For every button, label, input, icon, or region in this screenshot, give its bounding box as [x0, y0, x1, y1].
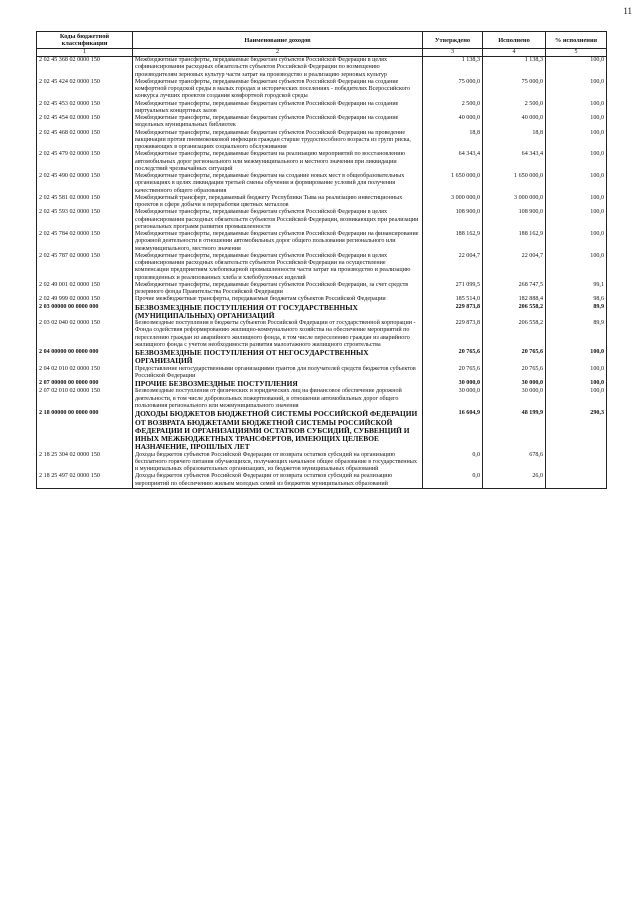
- page-number: 11: [623, 6, 632, 16]
- row-code: 2 07 00000 00 0000 000: [37, 380, 133, 388]
- row-name: Безвозмездные поступления в бюджеты субъектов Российской Федерации от государственной корпорации - Фонда содействия реформированию жилищно-коммунального хозяйства на обеспечение мероприятий по переселению граждан из аварийного жилищного фонда, в том числе переселению граждан из аварийного жилищного фонда с учетом необходимости развития малоэтажного жилищного строительства: [133, 320, 423, 349]
- row-executed: 108 900,0: [483, 209, 546, 231]
- row-code: 2 18 00000 00 0000 000: [37, 410, 133, 451]
- table-row: [37, 195, 607, 210]
- row-code: 2 04 02 010 02 0000 150: [37, 366, 133, 381]
- row-executed: 40 000,0: [483, 115, 546, 130]
- row-code: 2 02 45 368 02 0000 150: [37, 57, 133, 79]
- row-percent: 100,0: [546, 79, 607, 101]
- row-name: Межбюджетные трансферты, передаваемые бюджетам субъектов Российской Федерации на создание модельных муниципальных библиотек: [133, 115, 423, 130]
- table-row: [37, 388, 607, 410]
- row-approved: 30 000,0: [423, 388, 483, 410]
- row-name: Доходы бюджетов субъектов Российской Федерации от возврата остатков субсидий на реализацию мероприятий по обеспечению жильем молодых семей из бюджетов муниципальных образований: [133, 473, 423, 488]
- row-name: Предоставление негосударственными организациями грантов для получателей средств бюджетов субъектов Российской Федерации: [133, 366, 423, 381]
- row-approved: 18,8: [423, 130, 483, 152]
- row-executed: 48 199,9: [483, 410, 546, 451]
- table-row: [37, 209, 607, 231]
- header-approved: Утверждено: [423, 32, 483, 49]
- row-executed: 30 000,0: [483, 380, 546, 388]
- row-executed: 1 138,3: [483, 57, 546, 79]
- row-percent: 100,0: [546, 130, 607, 152]
- row-name: БЕЗВОЗМЕЗДНЫЕ ПОСТУПЛЕНИЯ ОТ ГОСУДАРСТВЕННЫХ (МУНИЦИПАЛЬНЫХ) ОРГАНИЗАЦИЙ: [133, 304, 423, 321]
- row-percent: 100,0: [546, 231, 607, 253]
- row-name: Межбюджетные трансферты, передаваемые бюджетам субъектов Российской Федерации в целях софинансирования расходных обязательств субъектов Российской Федерации, возникающих при реализации региональных программ развития промышленности: [133, 209, 423, 231]
- row-executed: 26,0: [483, 473, 546, 488]
- header-code: Коды бюджетной классификации: [37, 32, 133, 49]
- table-row: [37, 231, 607, 253]
- row-approved: 20 765,6: [423, 366, 483, 381]
- row-approved: 3 000 000,0: [423, 195, 483, 210]
- row-executed: 30 000,0: [483, 388, 546, 410]
- row-approved: 0,0: [423, 452, 483, 474]
- row-percent: 100,0: [546, 101, 607, 116]
- row-percent: 100,0: [546, 115, 607, 130]
- row-percent: 100,0: [546, 388, 607, 410]
- row-name: Межбюджетные трансферты, передаваемые бюджетам субъектов Российской Федерации в целях софинансирования расходных обязательств субъектов Российской Федерации по возмещению производителям зерновых культур части затрат на производство и реализацию зерновых культур: [133, 57, 423, 79]
- row-approved: 271 099,5: [423, 282, 483, 297]
- row-approved: 108 900,0: [423, 209, 483, 231]
- row-code: 2 02 49 001 02 0000 150: [37, 282, 133, 297]
- row-code: 2 02 45 479 02 0000 150: [37, 151, 133, 173]
- column-number: 1: [37, 49, 133, 57]
- row-approved: 1 138,3: [423, 57, 483, 79]
- table-row: [37, 253, 607, 282]
- row-code: 2 02 45 424 02 0000 150: [37, 79, 133, 101]
- row-code: 2 02 45 787 02 0000 150: [37, 253, 133, 282]
- row-name: Доходы бюджетов субъектов Российской Федерации от возврата остатков субсидий на организацию бесплатного горячего питания обучающихся, получающих начальное общее образование в государственных и муниципальных образовательных организациях, из бюджетов муниципальных образований: [133, 452, 423, 474]
- row-percent: 99,1: [546, 282, 607, 297]
- revenue-table: [36, 31, 607, 489]
- row-approved: 188 162,9: [423, 231, 483, 253]
- row-name: Межбюджетные трансферты, передаваемые бюджетам субъектов Российской Федерации на проведение вакцинации против пневмококковой инфекции граждан старше трудоспособного возраста из групп риска, проживающих в организациях социального обслуживания: [133, 130, 423, 152]
- row-approved: 64 343,4: [423, 151, 483, 173]
- row-approved: 75 000,0: [423, 79, 483, 101]
- row-percent: 290,3: [546, 410, 607, 451]
- row-approved: 40 000,0: [423, 115, 483, 130]
- row-code: 2 03 00000 00 0000 000: [37, 304, 133, 321]
- table-row: [37, 173, 607, 195]
- row-code: 2 18 25 304 02 0000 150: [37, 452, 133, 474]
- table-row: [37, 130, 607, 152]
- row-name: Межбюджетные трансферты, передаваемые бюджетам субъектов Российской Федерации на создание виртуальных концертных залов: [133, 101, 423, 116]
- row-executed: 2 500,0: [483, 101, 546, 116]
- row-code: 2 03 02 040 02 0000 150: [37, 320, 133, 349]
- row-code: 2 02 45 784 02 0000 150: [37, 231, 133, 253]
- table-row: [37, 101, 607, 116]
- table-row: [37, 349, 607, 366]
- row-percent: 100,0: [546, 173, 607, 195]
- row-name: ДОХОДЫ БЮДЖЕТОВ БЮДЖЕТНОЙ СИСТЕМЫ РОССИЙСКОЙ ФЕДЕРАЦИИ ОТ ВОЗВРАТА БЮДЖЕТАМИ БЮДЖЕТНОЙ СИСТЕМЫ РОССИЙСКОЙ ФЕДЕРАЦИИ И ОРГАНИЗАЦИЯМИ ОСТАТКОВ СУБСИДИЙ, СУБВЕНЦИЙ И ИНЫХ МЕЖБЮДЖЕТНЫХ ТРАНСФЕРТОВ, ИМЕЮЩИХ ЦЕЛЕВОЕ НАЗНАЧЕНИЕ, ПРОШЛЫХ ЛЕТ: [133, 410, 423, 451]
- table-row: [37, 452, 607, 474]
- row-name: Межбюджетный трансферт, передаваемый бюджету Республики Тыва на реализацию инвестиционных проектов в сфере добычи и переработки цветных металлов: [133, 195, 423, 210]
- row-approved: 1 650 000,0: [423, 173, 483, 195]
- table-row: [37, 320, 607, 349]
- row-percent: 100,0: [546, 57, 607, 79]
- column-number-row: [37, 49, 607, 57]
- row-executed: 268 747,5: [483, 282, 546, 297]
- row-approved: 22 004,7: [423, 253, 483, 282]
- table-row: [37, 282, 607, 297]
- table-row: [37, 57, 607, 79]
- row-percent: 100,0: [546, 380, 607, 388]
- row-code: 2 02 45 453 02 0000 150: [37, 101, 133, 116]
- row-approved: 30 000,0: [423, 380, 483, 388]
- row-code: 2 02 49 999 02 0000 150: [37, 296, 133, 303]
- row-percent: 100,0: [546, 253, 607, 282]
- row-percent: [546, 452, 607, 474]
- row-executed: 75 000,0: [483, 79, 546, 101]
- row-name: Межбюджетные трансферты, передаваемые бюджетам субъектов Российской Федерации в целях софинансирования расходных обязательств субъектов Российской Федерации на осуществление компенсации предприятиям хлебопекарной промышленности части затрат на производство и реализацию произведенных и реализованных хлеба и хлебобулочных изделий: [133, 253, 423, 282]
- row-approved: 16 604,9: [423, 410, 483, 451]
- table-body: [37, 57, 607, 489]
- column-number: 3: [423, 49, 483, 57]
- table-row: [37, 473, 607, 488]
- table-row: [37, 366, 607, 381]
- row-executed: 64 343,4: [483, 151, 546, 173]
- row-approved: 20 765,6: [423, 349, 483, 366]
- row-code: 2 02 45 581 02 0000 150: [37, 195, 133, 210]
- row-approved: 2 500,0: [423, 101, 483, 116]
- row-name: Межбюджетные трансферты, передаваемые бюджетам субъектов Российской Федерации, за счет средств резервного фонда Правительства Российской Федерации: [133, 282, 423, 297]
- row-percent: 100,0: [546, 151, 607, 173]
- table-row: [37, 151, 607, 173]
- row-code: 2 18 25 497 02 0000 150: [37, 473, 133, 488]
- row-name: Прочие межбюджетные трансферты, передаваемые бюджетам субъектов Российской Федерации: [133, 296, 423, 303]
- header-executed: Исполнено: [483, 32, 546, 49]
- row-executed: 188 162,9: [483, 231, 546, 253]
- row-code: 2 04 00000 00 0000 000: [37, 349, 133, 366]
- row-name: Межбюджетные трансферты, передаваемые бюджетам субъектов Российской Федерации на создание комфортной городской среды в малых городах и исторических поселениях - победителях Всероссийского конкурса лучших проектов создания комфортной городской среды: [133, 79, 423, 101]
- row-name: Межбюджетные трансферты, передаваемые бюджетам на создание новых мест в общеобразовательных организациях в целях ликвидации третьей смены обучения и формирование условий для получения качественного общего образования: [133, 173, 423, 195]
- row-percent: 100,0: [546, 349, 607, 366]
- header-percent: % исполнения: [546, 32, 607, 49]
- row-code: 2 07 02 010 02 0000 150: [37, 388, 133, 410]
- row-name: Безвозмездные поступления от физических и юридических лиц на финансовое обеспечение дорожной деятельности, в том числе добровольных пожертвований, в отношении автомобильных дорог общего пользования регионального или межмуниципального значения: [133, 388, 423, 410]
- table-header-row: [37, 32, 607, 49]
- row-executed: 206 558,2: [483, 304, 546, 321]
- column-number: 2: [133, 49, 423, 57]
- row-code: 2 02 45 490 02 0000 150: [37, 173, 133, 195]
- row-approved: 0,0: [423, 473, 483, 488]
- row-executed: 182 888,4: [483, 296, 546, 303]
- column-number: 5: [546, 49, 607, 57]
- row-approved: 229 873,8: [423, 304, 483, 321]
- row-percent: 100,0: [546, 366, 607, 381]
- row-approved: 185 514,0: [423, 296, 483, 303]
- row-percent: 100,0: [546, 209, 607, 231]
- row-executed: 18,8: [483, 130, 546, 152]
- row-approved: 229 873,8: [423, 320, 483, 349]
- row-code: 2 02 45 593 02 0000 150: [37, 209, 133, 231]
- row-percent: 89,9: [546, 320, 607, 349]
- row-code: 2 02 45 454 02 0000 150: [37, 115, 133, 130]
- table-row: [37, 115, 607, 130]
- row-percent: 98,6: [546, 296, 607, 303]
- row-executed: 1 650 000,0: [483, 173, 546, 195]
- row-executed: 22 004,7: [483, 253, 546, 282]
- row-executed: 20 765,6: [483, 366, 546, 381]
- row-name: Межбюджетные трансферты, передаваемые бюджетам на реализацию мероприятий по восстановлению автомобильных дорог регионального или межмуниципального и местного значения при ликвидации последствий чрезвычайных ситуаций: [133, 151, 423, 173]
- row-name: ПРОЧИЕ БЕЗВОЗМЕЗДНЫЕ ПОСТУПЛЕНИЯ: [133, 380, 423, 388]
- row-executed: 3 000 000,0: [483, 195, 546, 210]
- row-executed: 20 765,6: [483, 349, 546, 366]
- row-executed: 678,6: [483, 452, 546, 474]
- column-number: 4: [483, 49, 546, 57]
- table-row: [37, 410, 607, 451]
- row-percent: [546, 473, 607, 488]
- row-executed: 206 558,2: [483, 320, 546, 349]
- row-name: БЕЗВОЗМЕЗДНЫЕ ПОСТУПЛЕНИЯ ОТ НЕГОСУДАРСТВЕННЫХ ОРГАНИЗАЦИЙ: [133, 349, 423, 366]
- table-row: [37, 304, 607, 321]
- table-row: [37, 79, 607, 101]
- row-name: Межбюджетные трансферты, передаваемые бюджетам субъектов Российской Федерации на финансирование дорожной деятельности в отношении автомобильных дорог общего пользования регионального или межмуниципального, местного значения: [133, 231, 423, 253]
- row-code: 2 02 45 468 02 0000 150: [37, 130, 133, 152]
- header-name: Наименование доходов: [133, 32, 423, 49]
- row-percent: 100,0: [546, 195, 607, 210]
- row-percent: 89,9: [546, 304, 607, 321]
